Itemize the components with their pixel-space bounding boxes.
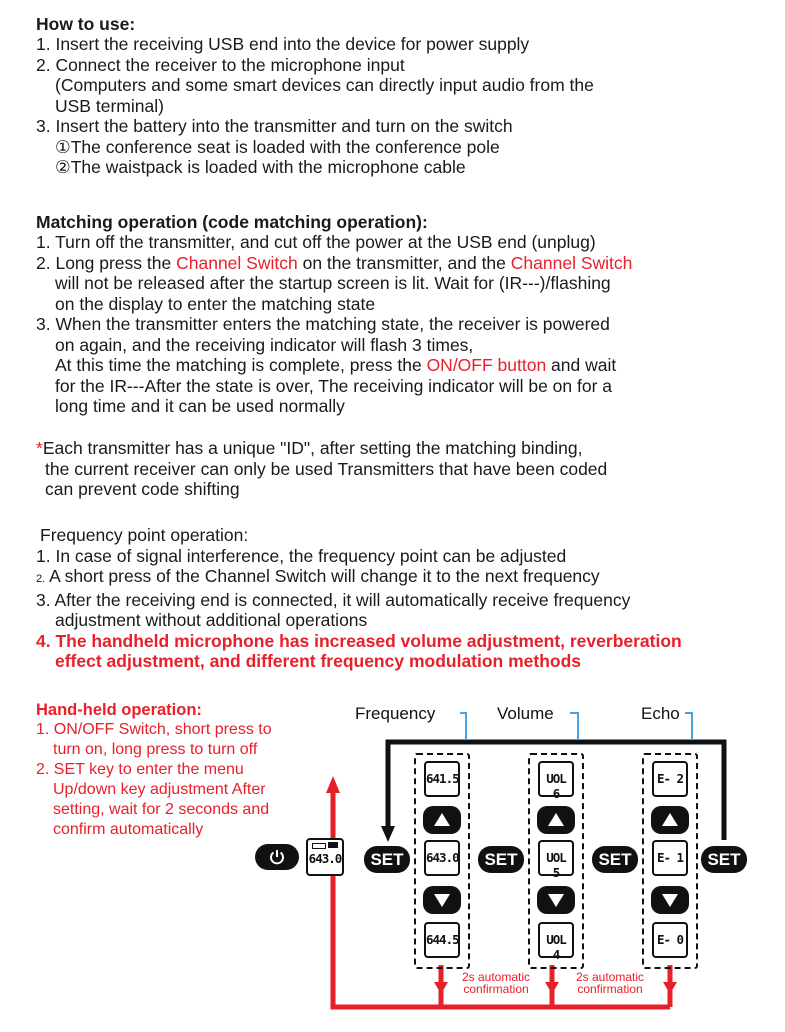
how-step-3-b: ②The waistpack is loaded with the microphone cable [55, 157, 466, 177]
battery-icon [312, 843, 326, 849]
vol-label-pointer [570, 713, 578, 740]
up-arrow-icon [651, 806, 689, 834]
note-line-1-text: Each transmitter has a unique "ID", after setting the matching binding, [42, 438, 583, 458]
matching-step-3-post: and wait [546, 355, 617, 375]
set-button-3[interactable]: SET [592, 846, 638, 873]
matching-step-3-line-4: for the IR---After the state is over, The receiving indicator will be on for a [55, 375, 613, 396]
freq-label-pointer [460, 713, 466, 740]
matching-step-3-line-1: 3. When the transmitter enters the matching state, the receiver is powered [36, 314, 610, 334]
vol-bot-value: UOL 4 [546, 932, 566, 962]
up-arrow-icon [537, 806, 575, 834]
auto-confirm-2-line-1: 2s automatic [575, 970, 645, 984]
echo-bot-value: E- 0 [656, 932, 684, 947]
handheld-step-2-line-2: Up/down key adjustment After [53, 781, 266, 798]
up-arrow-icon [423, 806, 461, 834]
vol-down-button[interactable] [537, 886, 575, 914]
freq-mid-value: 643.0 [426, 850, 459, 865]
matching-title: Matching operation (code matching operation): [36, 212, 428, 232]
echo-down-button[interactable] [651, 886, 689, 914]
handheld-step-1-line-1: 1. ON/OFF Switch, short press to [36, 721, 272, 738]
set-button-1[interactable]: SET [364, 846, 410, 873]
down-arrow-icon [651, 886, 689, 914]
vol-display-bottom [538, 922, 574, 962]
matching-step-2-line-3: on the display to enter the matching state [55, 293, 376, 314]
handheld-step-2-line-4: confirm automatically [53, 821, 204, 838]
freq-confirm-arrow [434, 982, 448, 994]
main-display [306, 838, 344, 876]
matching-step-3-line-5: long time and it can be used normally [55, 396, 345, 416]
auto-confirm-label-2 [570, 971, 650, 995]
freq-display-mid [424, 840, 460, 876]
vol-display-top [538, 761, 574, 801]
matching-step-3-pre: At this time the matching is complete, press the [55, 355, 427, 375]
echo-up-button[interactable] [651, 806, 689, 834]
frequency-step-1: 1. In case of signal interference, the frequency point can be adjusted [36, 545, 567, 566]
matching-step-3-line-2: on again, and the receiving indicator will flash 3 times, [55, 334, 474, 355]
vol-up-button[interactable] [537, 806, 575, 834]
echo-top-value: E- 2 [656, 771, 684, 786]
echo-display-top [652, 761, 688, 797]
note-line-3: can prevent code shifting [45, 479, 240, 499]
frequency-step-2-num: 2. [36, 573, 46, 585]
freq-bot-value: 644.5 [426, 932, 459, 947]
freq-top-value: 641.5 [426, 771, 459, 786]
power-icon [255, 844, 299, 870]
freq-down-button[interactable] [423, 886, 461, 914]
vol-mid-value: UOL 5 [546, 850, 566, 880]
echo-display-bottom [652, 922, 688, 958]
matching-step-2-pre: 2. Long press the [36, 252, 177, 273]
set-button-4[interactable]: SET [701, 846, 747, 873]
matching-step-2-mid: on the transmitter, and the [297, 252, 511, 273]
echo-mid-value: E- 1 [656, 850, 684, 865]
frequency-label: Frequency [355, 704, 436, 723]
auto-confirm-1-line-1: 2s automatic [461, 970, 531, 984]
channel-switch-highlight: Channel Switch [176, 252, 298, 273]
note-line-2: the current receiver can only be used Transmitters that have been coded [45, 458, 608, 479]
matching-step-2-line-2: will not be released after the startup screen is lit. Wait for (IR---)/flashing [55, 273, 611, 293]
how-step-3: 3. Insert the battery into the transmitter and turn on the switch [36, 116, 513, 136]
frequency-step-3-line-1: 3. After the receiving end is connected, it will automatically receive frequency [36, 589, 631, 610]
freq-display-top [424, 761, 460, 797]
vol-display-mid [538, 840, 574, 880]
freq-up-button[interactable] [423, 806, 461, 834]
down-arrow-icon [537, 886, 575, 914]
freq-display-bottom [424, 922, 460, 958]
vol-top-value: UOL 6 [546, 771, 566, 801]
echo-confirm-arrow [663, 982, 677, 994]
echo-display-mid [652, 840, 688, 876]
power-button[interactable] [255, 844, 299, 870]
handheld-title: Hand-held operation: [36, 701, 202, 719]
down-arrow-icon [423, 886, 461, 914]
matching-step-1: 1. Turn off the transmitter, and cut off the power at the USB end (unplug) [36, 232, 596, 252]
channel-switch-highlight-2: Channel Switch [510, 252, 633, 273]
auto-confirm-2-line-2: confirmation [577, 982, 643, 996]
onoff-button-highlight: ON/OFF button [426, 355, 547, 375]
auto-confirm-label-1 [456, 971, 536, 995]
frequency-step-4-line-2: effect adjustment, and different frequency modulation methods [55, 651, 582, 671]
auto-confirm-1-line-2: confirmation [463, 982, 529, 996]
confirm-loop-arrowhead [326, 776, 340, 793]
frequency-title: Frequency point operation: [40, 525, 249, 545]
how-step-2-note-a: (Computers and some smart devices can directly input audio from the [55, 75, 594, 95]
note-star: * [36, 438, 43, 458]
handheld-step-2-line-1: 2. SET key to enter the menu [36, 761, 244, 778]
vol-confirm-arrow [545, 982, 559, 994]
how-to-use-title: How to use: [36, 14, 136, 34]
frequency-step-4-line-1: 4. The handheld microphone has increased volume adjustment, reverberation [36, 630, 682, 651]
volume-label: Volume [497, 704, 554, 723]
frequency-step-3-line-2: adjustment without additional operations [55, 610, 368, 630]
echo-label: Echo [641, 704, 680, 723]
how-step-2-note-b: USB terminal) [55, 95, 164, 116]
how-step-2: 2. Connect the receiver to the microphone input [36, 54, 405, 75]
handheld-step-2-line-3: setting, wait for 2 seconds and [53, 801, 270, 818]
return-loop-arrowhead [381, 826, 395, 842]
frequency-step-2-text: A short press of the Channel Switch will change it to the next frequency [45, 566, 600, 586]
set-button-2[interactable]: SET [478, 846, 524, 873]
echo-label-pointer [685, 713, 692, 740]
main-display-value: 643.0 [308, 851, 342, 866]
how-step-3-a: ①The conference seat is loaded with the conference pole [55, 136, 500, 157]
signal-icon [328, 842, 338, 848]
how-step-1: 1. Insert the receiving USB end into the device for power supply [36, 34, 530, 54]
handheld-step-1-line-2: turn on, long press to turn off [53, 741, 258, 758]
